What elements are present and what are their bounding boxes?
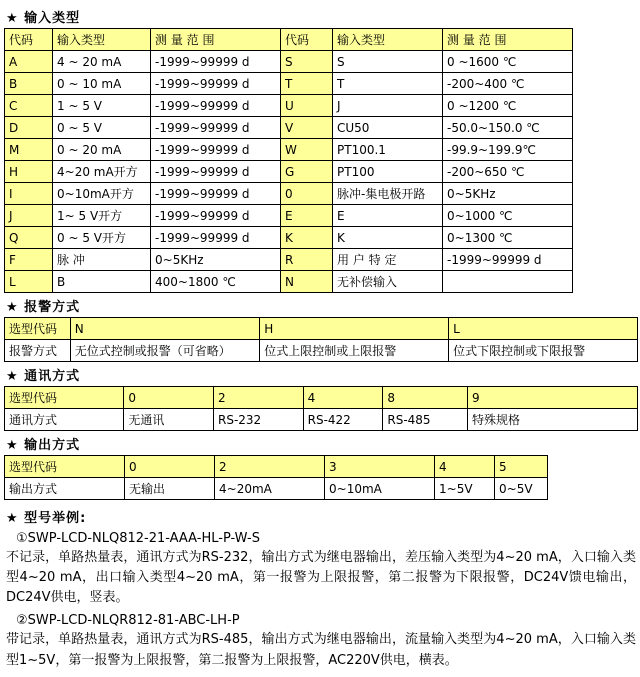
table-cell: 4~20 mA开方 — [53, 161, 151, 183]
table-cell: A — [5, 51, 53, 73]
example-model-code: ②SWP-LCD-NLQR812-81-ABC-LH-P — [16, 613, 240, 629]
table-cell: 0~10mA — [325, 478, 435, 500]
model-example-1 — [2, 528, 638, 610]
table-cell: 脉冲-集电极开路 — [333, 183, 443, 205]
input-type-table — [4, 28, 573, 293]
table-cell: G — [281, 161, 333, 183]
table-cell: 通讯方式 — [5, 409, 124, 431]
table-row — [5, 478, 548, 500]
table-cell: 用 户 特 定 — [333, 249, 443, 271]
table-cell: -1999~99999 d — [151, 227, 281, 249]
table-cell: L — [449, 318, 638, 340]
table-cell: -1999~99999 d — [151, 117, 281, 139]
table-cell: 输出方式 — [5, 478, 125, 500]
table-cell: 位式下限控制或下限报警 — [449, 340, 638, 362]
table-cell: 无补偿输入 — [333, 271, 443, 293]
example-description: 带记录，单路热量表，通讯方式为RS-485，输出方式为继电器输出，流量输入类型为4~20 mA，入口输入类型1~5V，第一报警为上限报警，第二报警为上限报警，AC220V供电，横表。 — [6, 632, 636, 668]
table-row — [5, 387, 638, 409]
table-cell: -1999~99999 d — [151, 73, 281, 95]
table-cell: T — [333, 73, 443, 95]
table-row — [5, 117, 573, 139]
table-cell: 5 — [495, 456, 548, 478]
table-cell: S — [333, 51, 443, 73]
table-cell: -1999~99999 d — [151, 205, 281, 227]
table-cell: -200~400 ℃ — [443, 73, 573, 95]
table-row — [5, 73, 573, 95]
table-cell: -1999~99999 d — [151, 183, 281, 205]
table-row — [5, 227, 573, 249]
table-cell: B — [53, 271, 151, 293]
table-cell: 选型代码 — [5, 318, 71, 340]
table-cell: 0 — [124, 387, 214, 409]
table-cell: 报警方式 — [5, 340, 71, 362]
table-cell: 位式上限控制或上限报警 — [260, 340, 449, 362]
table-row — [5, 161, 573, 183]
table-row — [5, 409, 638, 431]
table-cell: J — [5, 205, 53, 227]
table-cell: RS-485 — [383, 409, 468, 431]
table-cell: 1 ~ 5 V — [53, 95, 151, 117]
table-row — [5, 271, 573, 293]
table-cell: 0~5KHz — [443, 183, 573, 205]
table-cell: RS-232 — [213, 409, 303, 431]
table-cell: 0~5KHz — [151, 249, 281, 271]
section-title-alarm-mode: ★ 报警方式 — [6, 300, 81, 315]
table-cell: 无输出 — [125, 478, 215, 500]
table-cell: W — [281, 139, 333, 161]
table-cell: 无位式控制或报警（可省略） — [70, 340, 259, 362]
table-cell: 4 ~ 20 mA — [53, 51, 151, 73]
table-cell: 1~5V — [435, 478, 495, 500]
spec-sheet-page — [2, 4, 638, 673]
table-cell: -200~650 ℃ — [443, 161, 573, 183]
table-cell: 0 ~1600 ℃ — [443, 51, 573, 73]
output-mode-table — [4, 455, 548, 500]
table-cell — [443, 271, 573, 293]
table-cell: 0~5V — [495, 478, 548, 500]
table-cell: -1999~99999 d — [443, 249, 573, 271]
table-cell: Q — [5, 227, 53, 249]
table-cell: K — [281, 227, 333, 249]
table-cell: 0 — [125, 456, 215, 478]
table-row — [5, 456, 548, 478]
table-cell: 8 — [383, 387, 468, 409]
section-title-comm-mode: ★ 通讯方式 — [6, 369, 81, 384]
table-cell: E — [333, 205, 443, 227]
example-model-code: ①SWP-LCD-NLQ812-21-AAA-HL-P-W-S — [16, 531, 260, 546]
table-cell: 0 ~ 10 mA — [53, 73, 151, 95]
table-row — [5, 29, 573, 51]
table-cell: 0 ~ 5 V — [53, 117, 151, 139]
table-cell: 测 量 范 围 — [443, 29, 573, 51]
table-cell: R — [281, 249, 333, 271]
table-cell: 0 — [281, 183, 333, 205]
table-cell: V — [281, 117, 333, 139]
table-row — [5, 51, 573, 73]
table-cell: -1999~99999 d — [151, 161, 281, 183]
table-cell: 3 — [325, 456, 435, 478]
alarm-mode-table — [4, 317, 638, 362]
table-row — [5, 249, 573, 271]
table-row — [5, 318, 638, 340]
table-cell: 4 — [303, 387, 383, 409]
table-cell: 输入类型 — [333, 29, 443, 51]
table-cell: 无通讯 — [124, 409, 214, 431]
table-cell: F — [5, 249, 53, 271]
table-cell: 2 — [215, 456, 325, 478]
table-cell: 代码 — [5, 29, 53, 51]
table-cell: 4~20mA — [215, 478, 325, 500]
table-cell: B — [5, 73, 53, 95]
table-row — [5, 183, 573, 205]
table-row — [5, 205, 573, 227]
table-cell: N — [70, 318, 259, 340]
table-cell: E — [281, 205, 333, 227]
table-cell: 代码 — [281, 29, 333, 51]
table-cell: H — [260, 318, 449, 340]
table-row — [5, 139, 573, 161]
table-cell: M — [5, 139, 53, 161]
table-cell: -1999~99999 d — [151, 139, 281, 161]
section-title-output-mode: ★ 输出方式 — [6, 438, 81, 453]
table-cell: D — [5, 117, 53, 139]
table-cell: 0~10mA开方 — [53, 183, 151, 205]
table-cell: 选型代码 — [5, 456, 125, 478]
example-description: 不记录，单路热量表，通讯方式为RS-232，输出方式为继电器输出，差压输入类型为4~20 mA，入口输入类型4~20 mA，出口输入类型4~20 mA，第一报警为上限报警，第二报警为下限报警，DC24V馈电输出，DC24V供电，竖表。 — [6, 550, 636, 606]
table-cell: T — [281, 73, 333, 95]
table-cell: -50.0~150.0 ℃ — [443, 117, 573, 139]
table-cell: S — [281, 51, 333, 73]
section-title-input-type: ★ 输入类型 — [6, 11, 81, 26]
table-cell: -99.9~199.9℃ — [443, 139, 573, 161]
table-cell: -1999~99999 d — [151, 51, 281, 73]
table-cell: 测 量 范 围 — [151, 29, 281, 51]
table-cell: CU50 — [333, 117, 443, 139]
table-cell: PT100.1 — [333, 139, 443, 161]
table-cell: C — [5, 95, 53, 117]
table-cell: 2 — [213, 387, 303, 409]
comm-mode-table — [4, 386, 638, 431]
table-cell: 选型代码 — [5, 387, 124, 409]
table-cell: H — [5, 161, 53, 183]
table-cell: 400~1800 ℃ — [151, 271, 281, 293]
table-cell: RS-422 — [303, 409, 383, 431]
table-cell: 脉 冲 — [53, 249, 151, 271]
table-cell: K — [333, 227, 443, 249]
model-example-2 — [2, 610, 638, 672]
table-cell: I — [5, 183, 53, 205]
table-cell: N — [281, 271, 333, 293]
table-cell: L — [5, 271, 53, 293]
table-cell: J — [333, 95, 443, 117]
model-examples-section — [2, 504, 638, 673]
section-title-model-examples: ★ 型号举例: — [6, 511, 87, 526]
table-cell: 输入类型 — [53, 29, 151, 51]
table-row — [5, 340, 638, 362]
table-cell: 0~1000 ℃ — [443, 205, 573, 227]
table-cell: 特殊规格 — [468, 409, 638, 431]
table-cell: 4 — [435, 456, 495, 478]
table-cell: -1999~99999 d — [151, 95, 281, 117]
table-cell: 0 ~ 5 V开方 — [53, 227, 151, 249]
table-cell: 0 ~1200 ℃ — [443, 95, 573, 117]
table-row — [5, 95, 573, 117]
table-cell: 9 — [468, 387, 638, 409]
table-cell: 1~ 5 V开方 — [53, 205, 151, 227]
table-cell: 0 ~ 20 mA — [53, 139, 151, 161]
table-cell: PT100 — [333, 161, 443, 183]
table-cell: U — [281, 95, 333, 117]
table-cell: 0~1300 ℃ — [443, 227, 573, 249]
